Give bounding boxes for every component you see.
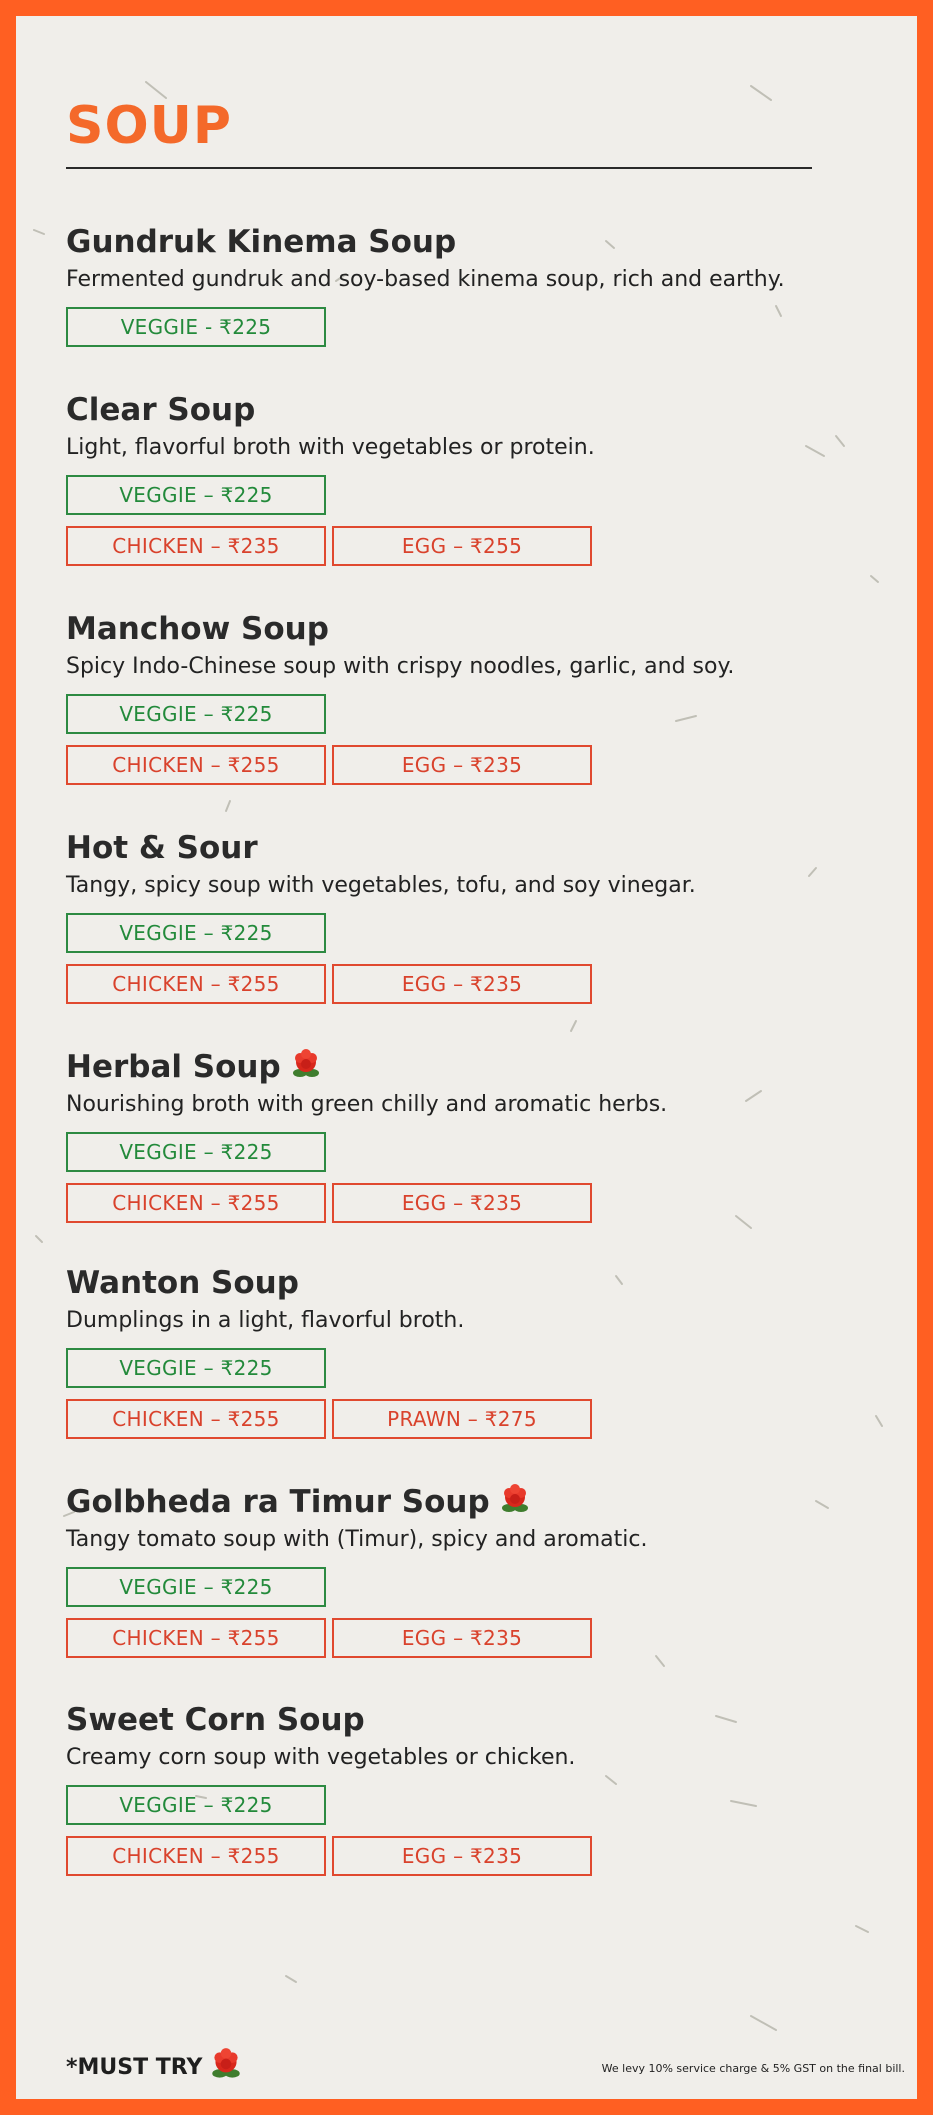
item-name: Gundruk Kinema Soup <box>66 224 457 260</box>
price-row <box>66 1785 916 1825</box>
item-name: Manchow Soup <box>66 611 329 647</box>
must-try-label: *MUST TRY <box>66 2055 203 2080</box>
menu-item-clear-soup <box>66 391 916 566</box>
menu-item-golbheda-ra-timur-soup <box>66 1482 916 1658</box>
item-description: Nourishing broth with green chilly and aromatic herbs. <box>66 1092 668 1117</box>
chicken-price-badge: CHICKEN – ₹255 <box>66 1836 326 1876</box>
item-description: Tangy tomato soup with (Timur), spicy and aromatic. <box>66 1527 648 1552</box>
price-row <box>66 694 916 734</box>
chicken-price-badge: CHICKEN – ₹235 <box>66 526 326 566</box>
price-row <box>66 526 916 566</box>
rhododendron-flower-icon <box>498 1482 532 1518</box>
egg-price-badge: EGG – ₹255 <box>332 526 592 566</box>
veggie-price-badge: VEGGIE – ₹225 <box>66 1785 326 1825</box>
veggie-price-badge: VEGGIE – ₹225 <box>66 1132 326 1172</box>
price-row <box>66 745 916 785</box>
menu-item-manchow-soup <box>66 610 916 785</box>
title-divider <box>66 167 812 169</box>
item-description: Creamy corn soup with vegetables or chicken. <box>66 1745 576 1770</box>
price-row <box>66 1836 916 1876</box>
price-row <box>66 1618 916 1658</box>
item-name: Herbal Soup <box>66 1047 916 1086</box>
veggie-price-badge: VEGGIE – ₹225 <box>66 1348 326 1388</box>
menu-item-hot-and-sour <box>66 829 916 1004</box>
price-row <box>66 1183 916 1223</box>
price-row <box>66 913 916 953</box>
veggie-price-badge: VEGGIE – ₹225 <box>66 913 326 953</box>
egg-price-badge: EGG – ₹235 <box>332 1836 592 1876</box>
rhododendron-flower-icon <box>208 2046 244 2084</box>
menu-item-gundruk-kinema-soup <box>66 223 916 347</box>
egg-price-badge: EGG – ₹235 <box>332 964 592 1004</box>
item-description: Light, flavorful broth with vegetables or protein. <box>66 435 595 460</box>
egg-price-badge: EGG – ₹235 <box>332 1618 592 1658</box>
price-row <box>66 964 916 1004</box>
menu-item-herbal-soup <box>66 1047 916 1223</box>
item-name: Golbheda ra Timur Soup <box>66 1482 916 1521</box>
veggie-price-badge: VEGGIE – ₹225 <box>66 1567 326 1607</box>
item-description: Fermented gundruk and soy-based kinema soup, rich and earthy. <box>66 267 785 292</box>
item-description: Dumplings in a light, flavorful broth. <box>66 1308 465 1333</box>
item-description: Tangy, spicy soup with vegetables, tofu, and soy vinegar. <box>66 873 696 898</box>
egg-price-badge: EGG – ₹235 <box>332 745 592 785</box>
price-row <box>66 1132 916 1172</box>
price-row <box>66 1567 916 1607</box>
price-row <box>66 1399 916 1439</box>
chicken-price-badge: CHICKEN – ₹255 <box>66 1399 326 1439</box>
veggie-price-badge: VEGGIE – ₹225 <box>66 475 326 515</box>
menu-page <box>16 16 917 2099</box>
must-try-legend <box>66 2046 244 2084</box>
price-row <box>66 1348 916 1388</box>
item-name: Clear Soup <box>66 392 256 428</box>
section-title: SOUP <box>66 96 232 156</box>
price-row <box>66 307 916 347</box>
item-name: Wanton Soup <box>66 1265 299 1301</box>
price-row <box>66 475 916 515</box>
menu-item-sweet-corn-soup <box>66 1701 916 1876</box>
item-name: Hot & Sour <box>66 830 258 866</box>
chicken-price-badge: CHICKEN – ₹255 <box>66 964 326 1004</box>
tax-note: We levy 10% service charge & 5% GST on the final bill. <box>601 2062 905 2075</box>
item-name: Sweet Corn Soup <box>66 1702 365 1738</box>
item-description: Spicy Indo-Chinese soup with crispy noodles, garlic, and soy. <box>66 654 735 679</box>
menu-item-wanton-soup <box>66 1264 916 1439</box>
veggie-price-badge: VEGGIE – ₹225 <box>66 694 326 734</box>
chicken-price-badge: CHICKEN – ₹255 <box>66 1618 326 1658</box>
rhododendron-flower-icon <box>289 1047 323 1083</box>
veggie-price-badge: VEGGIE - ₹225 <box>66 307 326 347</box>
egg-price-badge: EGG – ₹235 <box>332 1183 592 1223</box>
prawn-price-badge: PRAWN – ₹275 <box>332 1399 592 1439</box>
chicken-price-badge: CHICKEN – ₹255 <box>66 1183 326 1223</box>
chicken-price-badge: CHICKEN – ₹255 <box>66 745 326 785</box>
